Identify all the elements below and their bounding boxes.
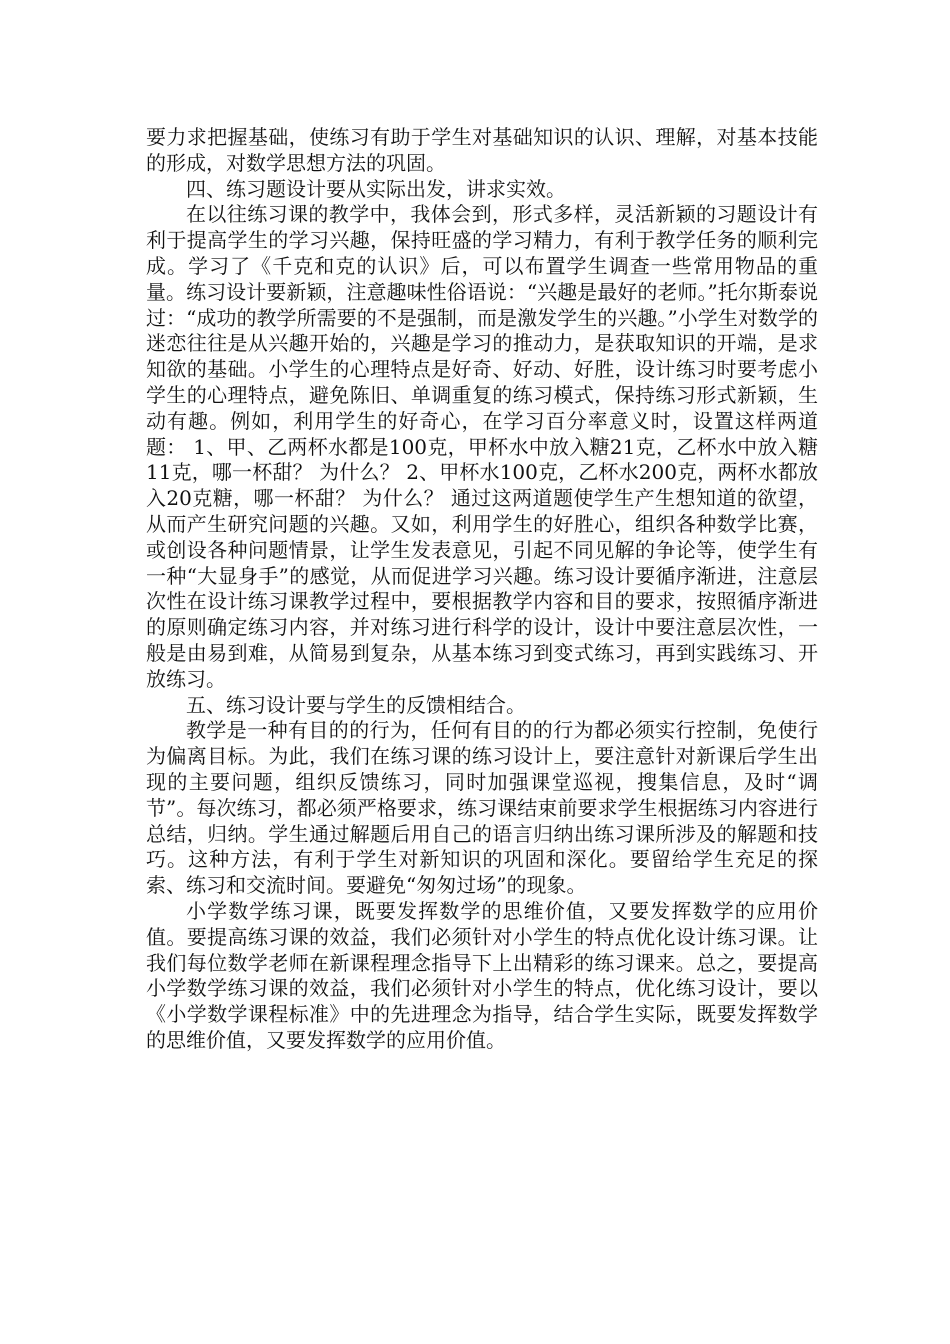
document-body [146,125,818,1054]
section-heading-5: 五、练习设计要与学生的反馈相结合。 [186,692,526,717]
section-heading-4: 四、练习题设计要从实际出发，讲求实效。 [186,176,566,201]
paragraph-practice-interest: 在以往练习课的教学中，我体会到，形式多样，灵活新颖的习题设计有利于提高学生的学习兴趣，保持旺盛的学习精力，有利于教学任务的顺利完成。学习了《千克和克的认识》后，可以布置学生调查一些常用物品的重量。练习设计要新颖，注意趣味性俗语说：“兴趣是最好的老师。”托尔斯泰说过：“成功的教学所需要的不是强制，而是激发学生的兴趣。”小学生对数学的迷恋往往是从兴趣开始的，兴趣是学习的推动力，是获取知识的开端，是求知欲的基础。小学生的心理特点是好奇、好动、好胜，设计练习时要考虑小学生的心理特点，避免陈旧、单调重复的练习模式，保持练习形式新颖，生动有趣。例如，利用学生的好奇心，在学习百分率意义时，设置这样两道题： 1、甲、乙两杯水都是100克，甲杯水中放入糖21克，乙杯水中放入糖11克，哪一杯甜？ 为什么？ 2、甲杯水100克，乙杯水200克，两杯水都放入20克糖，哪一杯甜？ 为什么？ 通过这两道题使学生产生想知道的欲望，从而产生研究问题的兴趣。又如，利用学生的好胜心，组织各种数学比赛，或创设各种问题情景，让学生发表意见，引起不同见解的争论等，使学生有一种“大显身手”的感觉，从而促进学习兴趣。练习设计要循序渐进，注意层次性在设计练习课教学过程中，要根据教学内容和目的要求，按照循序渐进的原则确定练习内容，并对练习进行科学的设计，设计中要注意层次性，一般是由易到难，从简易到复杂，从基本练习到变式练习，再到实践练习、开放练习。 [146,202,818,691]
paragraph-conclusion: 小学数学练习课，既要发挥数学的思维价值，又要发挥数学的应用价值。要提高练习课的效益，我们必须针对小学生的特点优化设计练习课。让我们每位数学老师在新课程理念指导下上出精彩的练习课来。总之，要提高小学数学练习课的效益，我们必须针对小学生的特点，优化练习设计，要以《小学数学课程标准》中的先进理念为指导，结合学生实际，既要发挥数学的思维价值，又要发挥数学的应用价值。 [146,898,818,1052]
paragraph-continuation: 要力求把握基础，使练习有助于学生对基础知识的认识、理解，对基本技能的形成，对数学思想方法的巩固。 [146,125,818,175]
paragraph-feedback: 教学是一种有目的的行为，任何有目的的行为都必须实行控制，免使行为偏离目标。为此，我们在练习课的练习设计上，要注意针对新课后学生出现的主要问题，组织反馈练习，同时加强课堂巡视，搜集信息，及时“调节”。每次练习，都必须严格要求，练习课结束前要求学生根据练习内容进行总结，归纳。学生通过解题后用自己的语言归纳出练习课所涉及的解题和技巧。这种方法，有利于学生对新知识的巩固和深化。要留给学生充足的探索、练习和交流时间。要避免“匆匆过场”的现象。 [146,718,818,898]
